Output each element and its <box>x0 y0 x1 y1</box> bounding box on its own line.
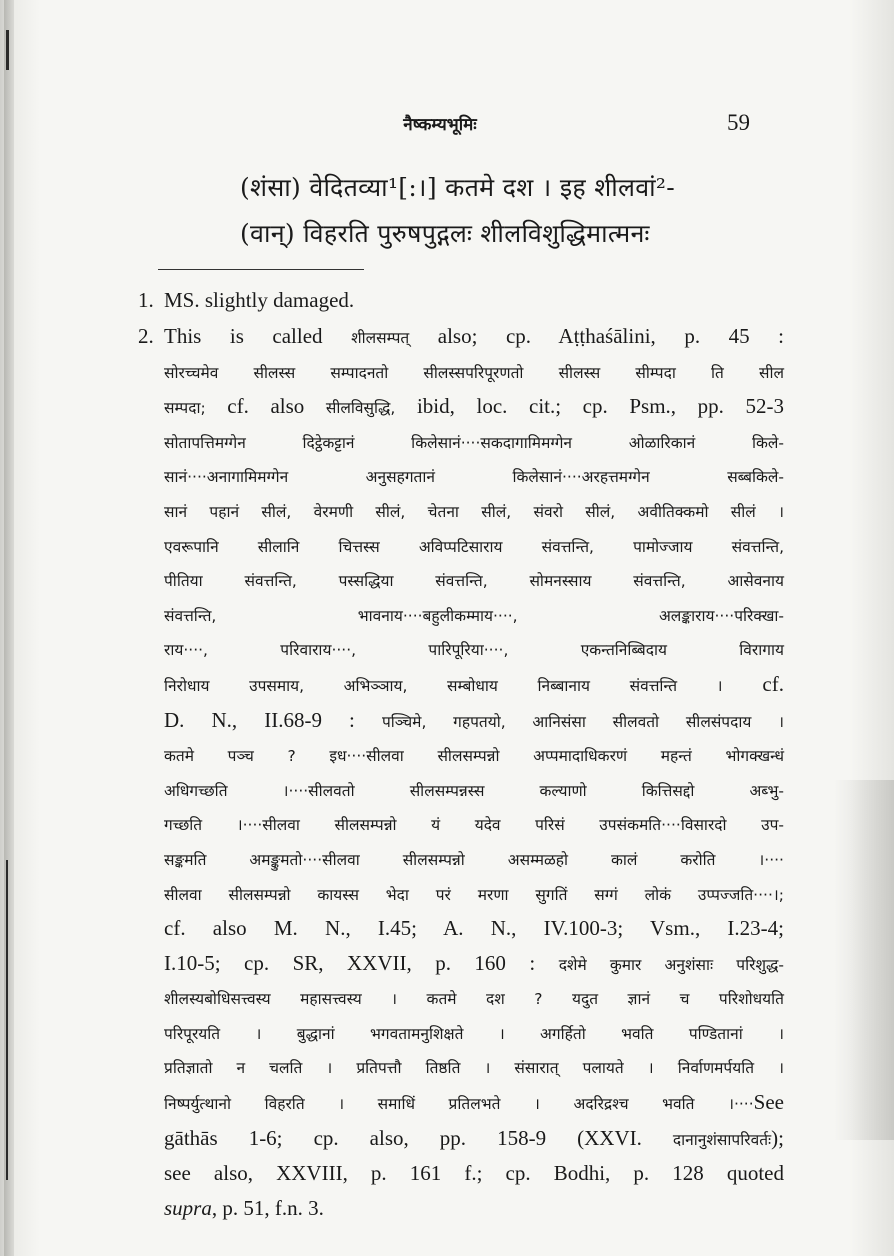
spine-mark <box>6 860 8 1180</box>
footnote-rule <box>158 269 364 270</box>
footnote-line: This is called शीलसम्पत् also; cp. Aṭṭhaśālini, p. 45 : <box>164 324 784 348</box>
footnote-line: सङ्कमति अमङ्कुमतो····सीलवा सीलसम्पन्नो असम्मळहो कालं करोति ।···· <box>164 850 784 869</box>
footnotes <box>138 284 784 1226</box>
footnote-2 <box>138 320 784 1226</box>
footnote-line: सानं पहानं सीलं, वेरमणी सीलं, चेतना सीलं, संवरो सीलं, अवीतिक्कमो सीलं । <box>164 502 784 521</box>
footnote-line: पीतिया संवत्तन्ति, पस्सद्धिया संवत्तन्ति, सोमनस्साय संवत्तन्ति, आसेवनाय <box>164 572 784 591</box>
page-number: 59 <box>727 110 750 135</box>
footnote-line: राय····, परिवाराय····, पारिपूरिया····, एकन्तनिब्बिदाय विरागाय <box>164 641 784 660</box>
verse-line-1: (शंसा) वेदितव्या¹[:।] कतमे दश । इह शीलवां²- <box>240 173 675 202</box>
footnote-line: gāthās 1-6; cp. also, pp. 158-9 (XXVI. दानानुशंसापरिवर्तः); <box>164 1125 784 1150</box>
footnote-line: cf. also M. N., I.45; A. N., IV.100-3; Vsm., I.23-4; <box>164 916 784 941</box>
footnote-line: कतमे पञ्च ? इध····सीलवा सीलसम्पन्नो अप्पमादाधिकरणं महन्तं भोगक्खन्धं <box>164 747 784 766</box>
footnote-line: D. N., II.68-9 : पञ्चिमे, गहपतयो, आनिसंसा सीलवतो सीलसंपदाय । <box>164 707 784 732</box>
footnote-line: supra, p. 51, f.n. 3. <box>164 1195 324 1220</box>
footnote-line: संवत्तन्ति, भावनाय····बहुलीकम्माय····, अलङ्काराय····परिक्खा- <box>164 606 784 625</box>
spine-mark <box>6 30 9 70</box>
footnote-line: निरोधाय उपसमाय, अभिञ्ञाय, सम्बोधाय निब्बानाय संवत्तन्ति । cf. <box>164 671 784 696</box>
page-shadow <box>834 780 894 1140</box>
footnote-1 <box>138 284 784 316</box>
footnote-line: अधिगच्छति ।····सीलवतो सीलसम्पन्नस्स कल्याणो कित्तिसद्दो अब्भु- <box>164 781 784 800</box>
footnote-line: परिपूरयति । बुद्धानां भगवतामनुशिक्षते । अगर्हितो भवति पण्डितानां । <box>164 1024 784 1043</box>
footnote-line: सोतापत्तिमग्गेन दिट्ठेकट्टानं किलेसानं····सकदागामिमग्गेन ओळारिकानं किले- <box>164 433 784 452</box>
footnote-number: 2. <box>138 324 154 348</box>
footnote-line: एवरूपानि सीलानि चित्तस्स अविप्पटिसाराय संवत्तन्ति, पामोज्जाय संवत्तन्ति, <box>164 537 784 556</box>
footnote-text: MS. slightly damaged. <box>164 288 355 312</box>
running-header: नैष्कम्यभूमिः <box>403 115 477 135</box>
footnote-line: निष्पर्युत्थानो विहरति । समाधिं प्रतिलभते । अदरिद्रश्च भवति ।····See <box>164 1090 784 1115</box>
footnote-number: 1. <box>138 288 154 312</box>
verse-line-2: (वान्) विहरति पुरुषपुद्गलः शीलविशुद्धिमात्मनः <box>240 219 650 248</box>
footnote-line: सम्पदा; cf. also सीलविसुद्धि, ibid, loc. cit.; cp. Psm., pp. 52-3 <box>164 394 784 419</box>
footnote-line: शीलस्यबोधिसत्त्वस्य महासत्त्वस्य । कतमे दश ? यदुत ज्ञानं च परिशोधयति <box>164 990 784 1009</box>
footnote-line: सोरच्चमेव सीलस्स सम्पादनतो सीलस्सपरिपूरणतो सीलस्स सीम्पदा ति सील <box>164 363 784 382</box>
footnote-line: I.10-5; cp. SR, XXVII, p. 160 : दशेमे कुमार अनुशंसाः परिशुद्ध- <box>164 950 784 975</box>
footnote-line: गच्छति ।····सीलवा सीलसम्पन्नो यं यदेव परिसं उपसंकमति····विसारदो उप- <box>164 816 784 835</box>
footnote-line: सीलवा सीलसम्पन्नो कायस्स भेदा परं मरणा सुगतिं सग्गं लोकं उप्पज्जति····।; <box>164 885 784 904</box>
footnote-line: see also, XXVIII, p. 161 f.; cp. Bodhi, p. 128 quoted <box>164 1161 784 1186</box>
footnote-line: सानं····अनागामिमग्गेन अनुसहगतानं किलेसानं····अरहत्तमग्गेन सब्बकिले- <box>164 468 784 487</box>
footnote-line: प्रतिज्ञातो न चलति । प्रतिपत्तौ तिष्ठति । संसारात् पलायते । निर्वाणमर्पयति । <box>164 1059 784 1078</box>
